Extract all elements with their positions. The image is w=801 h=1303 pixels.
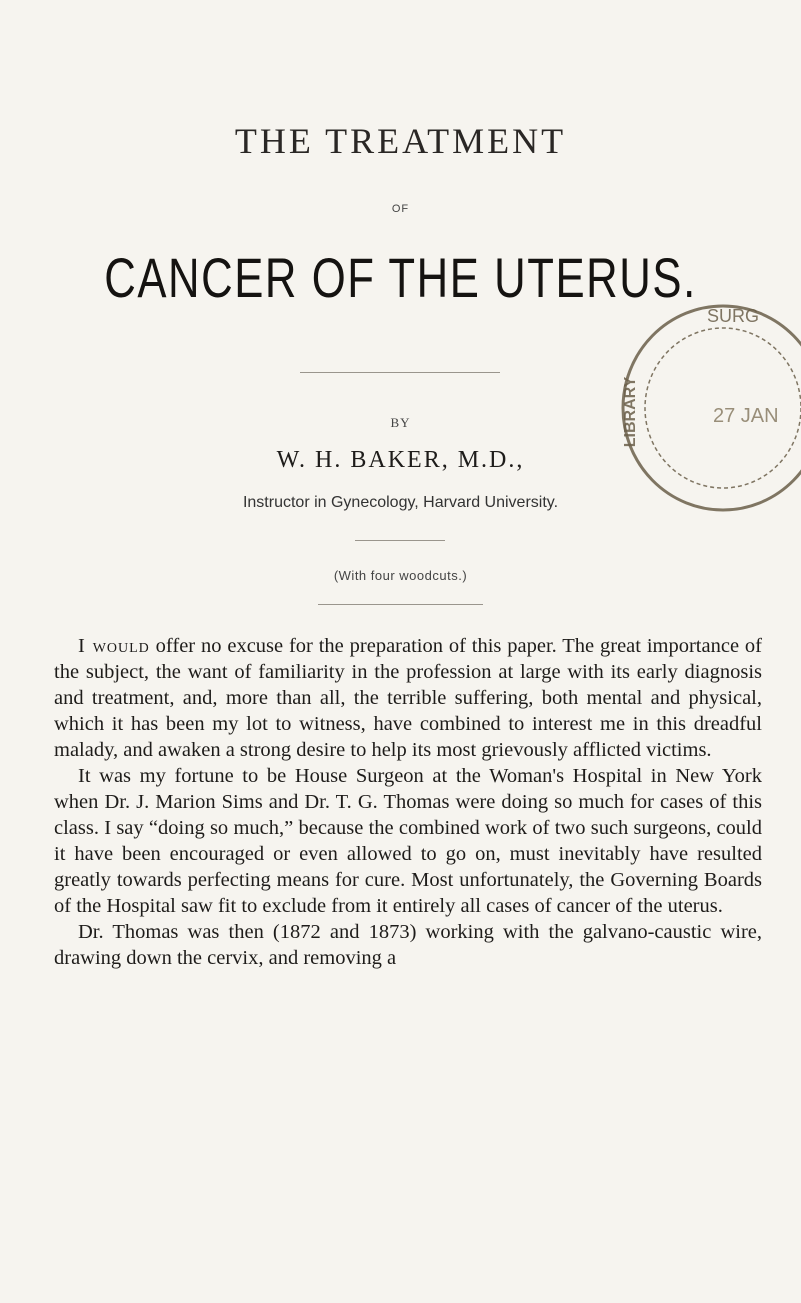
stamp-text-date: 27 JAN	[713, 405, 779, 427]
woodcuts-note: (With four woodcuts.)	[333, 568, 468, 583]
author-name: W. H. BAKER, M.D.,	[276, 447, 525, 473]
body-text	[54, 633, 762, 971]
divider-rule-top	[300, 372, 500, 373]
of-label: OF	[391, 203, 410, 215]
document-subtitle: CANCER OF THE UTERUS.	[104, 246, 697, 309]
by-label: BY	[390, 415, 411, 430]
library-stamp-icon	[613, 302, 801, 514]
document-title: THE TREATMENT	[234, 121, 567, 161]
paragraph-1	[54, 633, 762, 763]
paragraph-3: Dr. Thomas was then (1872 and 1873) working with the galvano-caustic wire, drawing down the cervix, and removing a	[54, 921, 762, 969]
divider-rule-middle	[355, 540, 445, 541]
stamp-text-left: LIBRARY	[622, 376, 639, 448]
paragraph-2: It was my fortune to be House Surgeon at the Woman's Hospital in New York when Dr. J. Marion Sims and Dr. T. G. Thomas were doing so much for cases of this class. I say “doing so much,” because the combined work of two such surgeons, could it have been encouraged or even allowed to go on, must inevitably have resulted greatly towards perfecting means for cure. Most unfortunately, the Governing Boards of the Hospital saw fit to exclude from it entirely all cases of cancer of the uterus.	[54, 765, 762, 917]
paragraph-1-lead: I would	[78, 635, 150, 657]
paragraph-1-text: offer no excuse for the preparation of this paper. The great importance of the subject, the want of familiarity in the profession at large with its early diagnosis and treatment, and, more than all, the terrible suffering, both mental and physical, which it has been my lot to witness, have combined to interest me in this dreadful malady, and awaken a strong desire to help its most grievously afflicted victims.	[54, 635, 762, 761]
divider-rule-bottom	[318, 604, 483, 605]
author-affiliation: Instructor in Gynecology, Harvard University.	[242, 494, 559, 511]
stamp-text-top: SURG	[706, 306, 760, 326]
